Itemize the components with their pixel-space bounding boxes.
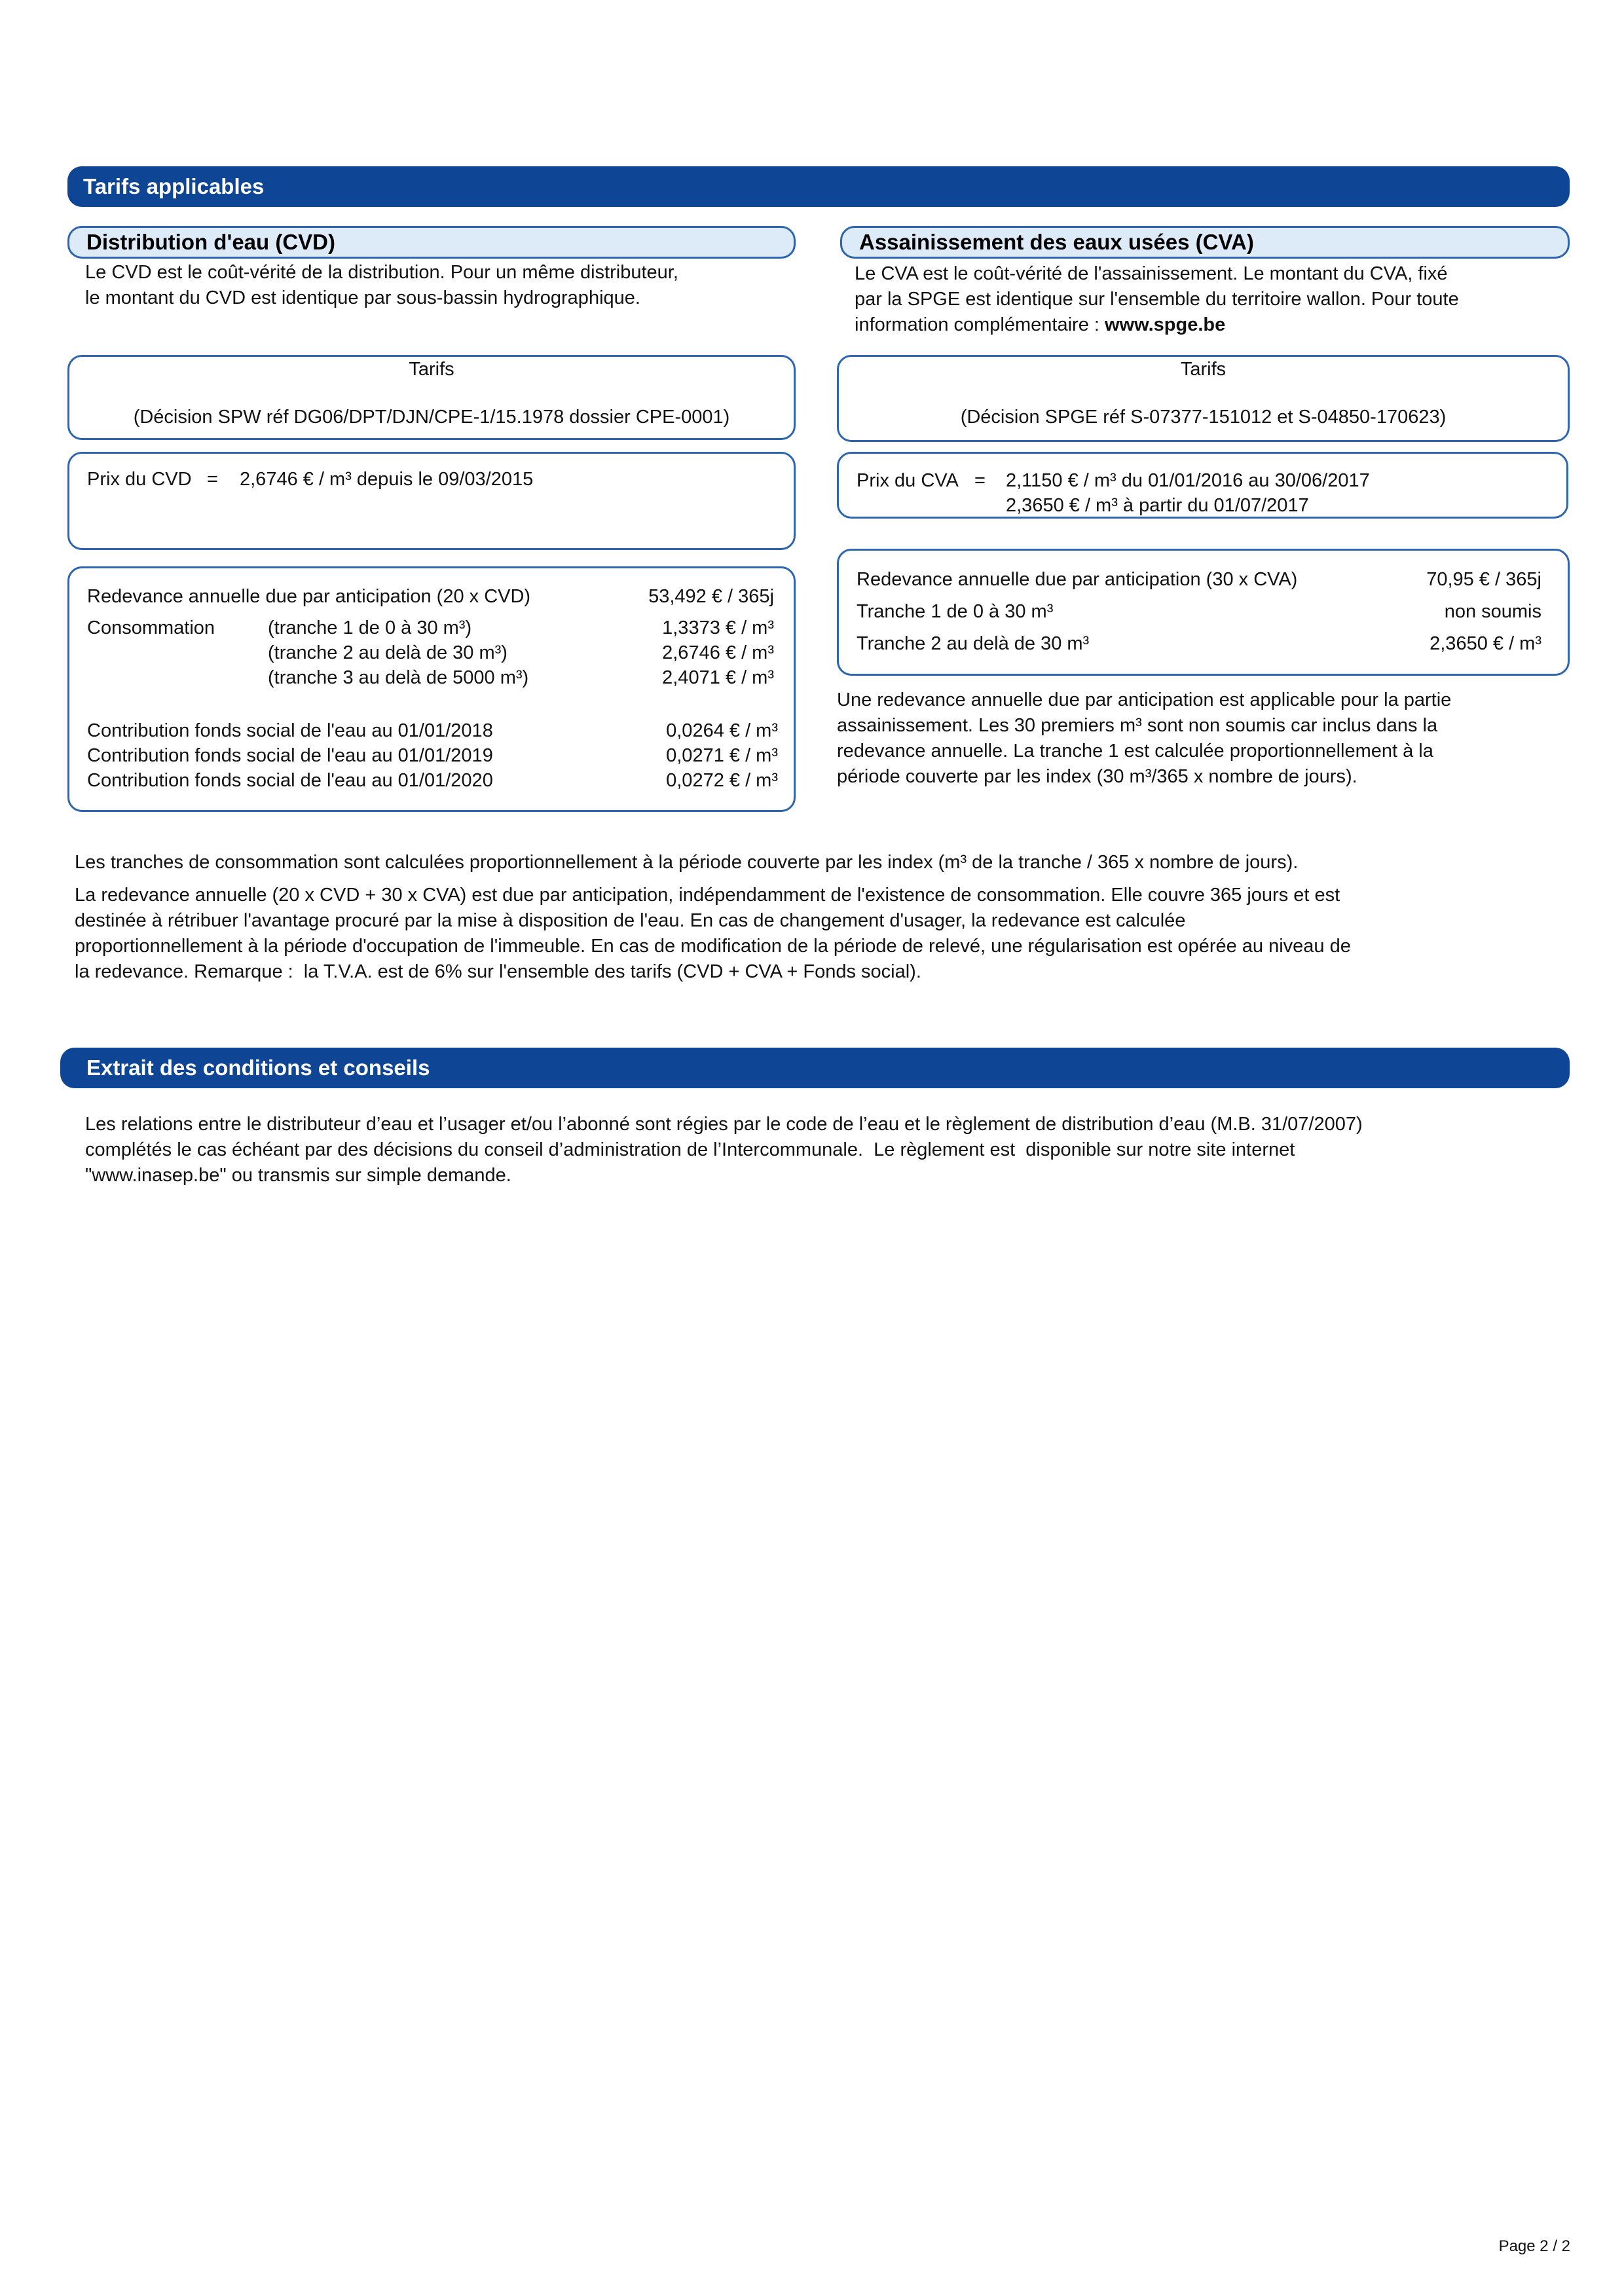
cva-prix-value: 2,1150 € / m³ du 01/01/2016 au 30/06/2017 [1006,470,1370,491]
conditions-line: Les relations entre le distributeur d’eau et l’usager et/ou l’abonné sont régies par le code de l’eau et le règlement de distribution d’eau (M.B. 31/07/2007) [85,1114,1363,1135]
cva-note-line: redevance annuelle. La tranche 1 est calculée proportionnellement à la [837,741,1433,762]
tarifs-note-line: Les tranches de consommation sont calculées proportionnellement à la période couverte par les index (m³ de la tranche / 365 x nombre de jours). [75,852,1299,873]
cva-note-line: Une redevance annuelle due par anticipation est applicable pour la partie [837,689,1452,710]
cvd-intro-line-1: Le CVD est le coût-vérité de la distribution. Pour un même distributeur, [85,262,678,283]
tarifs-note-line: destinée à rétribuer l'avantage procuré par la mise à disposition de l'eau. En cas de changement d'usager, la redevance est calculée [75,910,1186,931]
cvd-contribution-label: Contribution fonds social de l'eau au 01/01/2019 [87,745,493,766]
cvd-consommation-label: Consommation [87,617,215,638]
cva-row-label: Tranche 1 de 0 à 30 m³ [857,601,1054,622]
tarifs-note-line: la redevance. Remarque : la T.V.A. est de 6% sur l'ensemble des tarifs (CVD + CVA + Fonds social). [75,961,921,982]
cva-decision: (Décision SPGE réf S-07377-151012 et S-04850-170623) [960,407,1447,428]
cva-prix-value: 2,3650 € / m³ à partir du 01/07/2017 [1006,495,1309,516]
cvd-tarifs-box [67,355,796,440]
cvd-tranche-label: (tranche 1 de 0 à 30 m³) [268,617,472,638]
cvd-tranche-value: 2,4071 € / m³ [662,667,774,688]
cvd-title: Distribution d'eau (CVD) [86,230,335,254]
cva-redevance-box [837,549,1570,676]
cvd-redevance-label: Redevance annuelle due par anticipation (20 x CVD) [87,586,531,607]
cva-row-value: 70,95 € / 365j [1426,569,1541,590]
cvd-tranche-value: 2,6746 € / m³ [662,642,774,663]
cva-tarifs-box [837,355,1570,442]
cva-intro-line-1: Le CVA est le coût-vérité de l'assainissement. Le montant du CVA, fixé [855,263,1448,284]
section-header-conditions [60,1048,1570,1088]
cvd-contribution-label: Contribution fonds social de l'eau au 01/01/2020 [87,770,493,791]
tarifs-note-line: proportionnellement à la période d'occupation de l'immeuble. En cas de modification de la période de relevé, une régularisation est opérée au niveau de [75,936,1351,957]
cvd-tarifs-label: Tarifs [409,359,454,380]
cva-title: Assainissement des eaux usées (CVA) [859,230,1254,254]
cva-prix-box [837,452,1568,519]
cvd-contribution-value: 0,0272 € / m³ [666,770,778,791]
cva-subheader [840,226,1570,259]
cva-row-label: Tranche 2 au delà de 30 m³ [857,633,1090,654]
spge-link[interactable]: www.spge.be [1105,314,1226,335]
cvd-tranche-value: 1,3373 € / m³ [662,617,774,638]
cva-row-value: 2,3650 € / m³ [1430,633,1541,654]
tarifs-note-line: La redevance annuelle (20 x CVD + 30 x CVA) est due par anticipation, indépendamment de l'existence de consommation. Elle couvre 365 jours et est [75,885,1340,906]
cva-prix-label: Prix du CVA [857,470,959,491]
cvd-decision: (Décision SPW réf DG06/DPT/DJN/CPE-1/15.1978 dossier CPE-0001) [133,407,730,428]
conditions-line: "www.inasep.be" ou transmis sur simple demande. [85,1165,511,1186]
page-number: Page 2 / 2 [1498,2237,1570,2255]
cva-row-label: Redevance annuelle due par anticipation (30 x CVA) [857,569,1298,590]
cvd-prix-value: 2,6746 € / m³ depuis le 09/03/2015 [240,469,534,490]
section-title: Extrait des conditions et conseils [86,1056,430,1080]
cvd-contribution-label: Contribution fonds social de l'eau au 01/01/2018 [87,720,493,741]
cvd-subheader [67,226,796,259]
cva-row-value: non soumis [1444,601,1541,622]
cva-intro-prefix: information complémentaire : [855,314,1105,335]
cvd-intro-line-2: le montant du CVD est identique par sous-bassin hydrographique. [85,287,640,308]
cvd-redevance-box [67,566,796,812]
cvd-prix-box [67,452,796,550]
cva-intro-line-2: par la SPGE est identique sur l'ensemble du territoire wallon. Pour toute [855,289,1459,310]
cva-note-line: période couverte par les index (30 m³/365 x nombre de jours). [837,766,1357,787]
cvd-contribution-value: 0,0264 € / m³ [666,720,778,741]
cva-note-line: assainissement. Les 30 premiers m³ sont non soumis car inclus dans la [837,715,1438,736]
cvd-tranche-label: (tranche 3 au delà de 5000 m³) [268,667,529,688]
cva-tarifs-label: Tarifs [1180,359,1227,380]
conditions-line: complétés le cas échéant par des décisions du conseil d’administration de l’Intercommunale. Le règlement est disponible sur notre site internet [85,1139,1295,1160]
cvd-redevance-value: 53,492 € / 365j [648,586,774,607]
cvd-tranche-label: (tranche 2 au delà de 30 m³) [268,642,507,663]
cva-intro-line-3 [855,312,1225,338]
section-title: Tarifs applicables [83,174,265,198]
cva-prix-eq: = [974,470,986,491]
cvd-contribution-value: 0,0271 € / m³ [666,745,778,766]
section-header-tarifs [67,166,1570,207]
cvd-prix-label: Prix du CVD [87,469,192,490]
cvd-prix-eq: = [207,469,218,490]
